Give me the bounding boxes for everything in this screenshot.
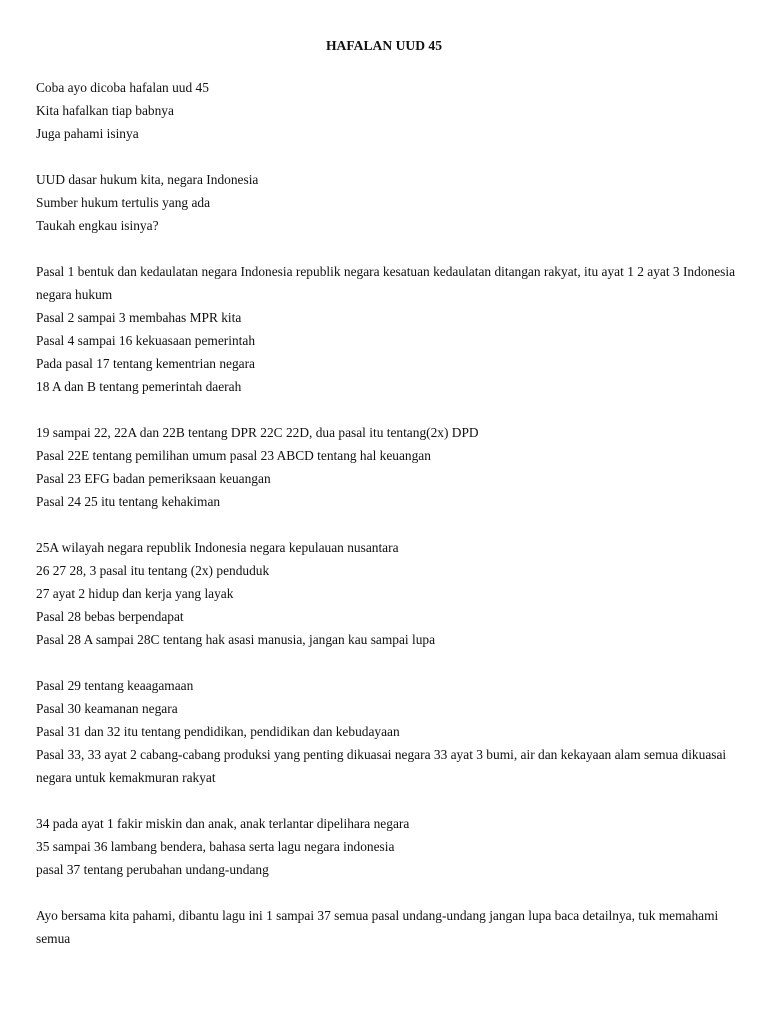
text-line: 35 sampai 36 lambang bendera, bahasa serta lagu negara indonesia (36, 839, 395, 854)
text-line: 19 sampai 22, 22A dan 22B tentang DPR 22C 22D, dua pasal itu tentang(2x) DPD (36, 425, 479, 440)
text-line: Pasal 28 bebas berpendapat (36, 609, 184, 624)
text-line: Pasal 31 dan 32 itu tentang pendidikan, pendidikan dan kebudayaan (36, 724, 400, 739)
text-line: Pasal 24 25 itu tentang kehakiman (36, 494, 221, 509)
text-line: Sumber hukum tertulis yang ada (36, 195, 211, 210)
text-line: UUD dasar hukum kita, negara Indonesia (36, 172, 259, 187)
stanza (36, 421, 736, 513)
stanza (36, 168, 736, 237)
text-line: 34 pada ayat 1 fakir miskin dan anak, anak terlantar dipelihara negara (36, 816, 410, 831)
text-line: 18 A dan B tentang pemerintah daerah (36, 379, 242, 394)
text-line: Juga pahami isinya (36, 126, 139, 141)
stanza (36, 812, 736, 881)
text-line: Ayo bersama kita pahami, dibantu lagu ini 1 sampai 37 semua pasal undang-undang jangan lupa baca detailnya, tuk memahami semua (36, 908, 719, 946)
document-title: HAFALAN UUD 45 (325, 38, 443, 53)
text-line: 25A wilayah negara republik Indonesia negara kepulauan nusantara (36, 540, 399, 555)
text-line: Pasal 1 bentuk dan kedaulatan negara Indonesia republik negara kesatuan kedaulatan ditangan rakyat, itu ayat 1 2 ayat 3 Indonesia negara hukum (36, 264, 736, 302)
text-line: Pasal 2 sampai 3 membahas MPR kita (36, 310, 242, 325)
text-line: Kita hafalkan tiap babnya (36, 103, 174, 118)
text-line: Pasal 23 EFG badan pemeriksaan keuangan (36, 471, 271, 486)
text-line: Pasal 33, 33 ayat 2 cabang-cabang produksi yang penting dikuasai negara 33 ayat 3 bumi, air dan kekayaan alam semua dikuasai negara untuk kemakmuran rakyat (36, 747, 727, 785)
stanza (36, 536, 736, 651)
lyrics-body (36, 76, 736, 973)
text-line: Pasal 22E tentang pemilihan umum pasal 23 ABCD tentang hal keuangan (36, 448, 431, 463)
text-line: Coba ayo dicoba hafalan uud 45 (36, 80, 209, 95)
stanza (36, 76, 736, 145)
stanza (36, 260, 736, 398)
text-line: pasal 37 tentang perubahan undang-undang (36, 862, 269, 877)
text-line: 26 27 28, 3 pasal itu tentang (2x) penduduk (36, 563, 270, 578)
text-line: Pasal 29 tentang keaagamaan (36, 678, 194, 693)
text-line: Taukah engkau isinya? (36, 218, 159, 233)
text-line: Pasal 4 sampai 16 kekuasaan pemerintah (36, 333, 256, 348)
stanza (36, 674, 736, 789)
text-line: 27 ayat 2 hidup dan kerja yang layak (36, 586, 234, 601)
text-line: Pasal 30 keamanan negara (36, 701, 178, 716)
text-line: Pasal 28 A sampai 28C tentang hak asasi manusia, jangan kau sampai lupa (36, 632, 436, 647)
text-line: Pada pasal 17 tentang kementrian negara (36, 356, 255, 371)
stanza (36, 904, 736, 950)
